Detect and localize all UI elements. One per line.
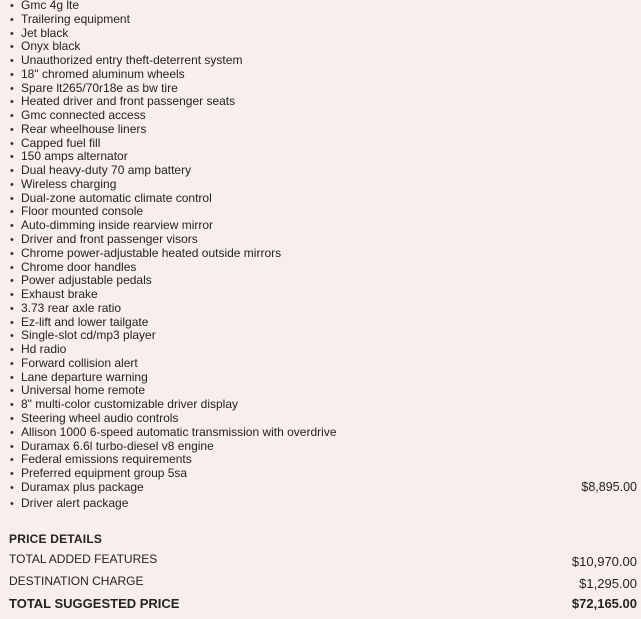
total-added-features-row [9,552,637,574]
bullet-icon: • [10,357,14,370]
feature-item [10,150,637,164]
bullet-icon: • [10,412,14,425]
bullet-icon: • [10,440,14,453]
feature-item [10,219,637,233]
feature-label: Ez-lift and lower tailgate [21,314,149,329]
feature-item [10,274,637,288]
feature-price: $8,895.00 [581,479,637,494]
feature-label: Dual-zone automatic climate control [21,190,212,205]
feature-label: Onyx black [21,39,81,54]
feature-label: Unauthorized entry theft-deterrent system [21,53,243,68]
feature-item [10,40,637,54]
bullet-icon: • [10,234,14,247]
bullet-icon: • [10,137,14,150]
bullet-icon: • [10,165,14,178]
bullet-icon: • [10,82,14,95]
feature-item [10,316,637,330]
feature-label: Exhaust brake [21,287,98,302]
feature-label: Steering wheel audio controls [21,410,179,425]
feature-label: Federal emissions requirements [21,452,192,467]
feature-item [10,205,637,219]
feature-label: Allison 1000 6-speed automatic transmission with overdrive [21,424,337,439]
feature-item [10,82,637,96]
feature-label: Gmc 4g lte [21,0,80,12]
total-suggested-price-row [9,597,637,619]
feature-item [10,192,637,206]
feature-label: Auto-dimming inside rearview mirror [21,218,214,233]
feature-item [10,329,637,343]
feature-item [10,261,637,275]
destination-charge-label: DESTINATION CHARGE [9,574,144,588]
feature-label: Lane departure warning [21,369,148,384]
feature-item [10,481,637,495]
bullet-icon: • [10,481,14,494]
destination-charge-amount: $1,295.00 [579,576,637,591]
bullet-icon: • [10,371,14,384]
feature-item [10,27,637,41]
bullet-icon: • [10,13,14,26]
feature-label: Dual heavy-duty 70 amp battery [21,163,192,178]
feature-item [10,453,637,467]
bullet-icon: • [10,68,14,81]
feature-label: 150 amps alternator [21,149,128,164]
feature-label: Chrome door handles [21,259,137,274]
feature-label: Trailering equipment [21,11,130,26]
feature-item [10,384,637,398]
total-added-features-amount: $10,970.00 [571,554,637,569]
bullet-icon: • [10,123,14,136]
feature-label: Heated driver and front passenger seats [21,94,236,109]
feature-label: Forward collision alert [21,355,138,370]
bullet-icon: • [10,110,14,123]
bullet-icon: • [10,96,14,109]
feature-label: 18" chromed aluminum wheels [21,66,185,81]
feature-label: 8" multi-color customizable driver display [21,397,239,412]
feature-item [10,233,637,247]
feature-label: Universal home remote [21,383,146,398]
feature-item [10,302,637,316]
feature-item [10,288,637,302]
feature-label: Driver and front passenger visors [21,232,198,247]
bullet-icon: • [10,454,14,467]
feature-item [10,178,637,192]
feature-item [10,343,637,357]
feature-item [10,54,637,68]
bullet-icon: • [10,302,14,315]
bullet-icon: • [10,151,14,164]
bullet-icon: • [10,192,14,205]
destination-charge-row [9,574,637,596]
bullet-icon: • [10,344,14,357]
feature-item [10,95,637,109]
features-list [10,0,637,510]
bullet-icon: • [10,27,14,40]
feature-item [10,109,637,123]
feature-item [10,412,637,426]
bullet-icon: • [10,55,14,68]
feature-item [10,426,637,440]
feature-label: 3.73 rear axle ratio [21,300,122,315]
bullet-icon: • [10,0,14,12]
feature-label: Gmc connected access [21,108,146,123]
feature-label: Duramax plus package [21,479,144,494]
total-suggested-price-amount: $72,165.00 [571,596,637,611]
bullet-icon: • [10,316,14,329]
feature-item [10,467,637,481]
feature-label: Single-slot cd/mp3 player [21,328,156,343]
feature-item [10,247,637,261]
total-suggested-price-label: TOTAL SUGGESTED PRICE [9,596,180,611]
bullet-icon: • [10,330,14,343]
feature-label: Chrome power-adjustable heated outside mirrors [21,245,282,260]
feature-label: Floor mounted console [21,204,144,219]
feature-item [10,68,637,82]
price-details-heading: PRICE DETAILS [9,532,103,546]
feature-label: Wireless charging [21,176,117,191]
bullet-icon: • [10,247,14,260]
bullet-icon: • [10,289,14,302]
feature-label: Hd radio [21,342,67,357]
feature-label: Jet black [21,25,69,40]
bullet-icon: • [10,385,14,398]
bullet-icon: • [10,261,14,274]
total-added-features-label: TOTAL ADDED FEATURES [9,552,158,566]
feature-item [10,440,637,454]
feature-label: Driver alert package [21,495,129,510]
bullet-icon: • [10,220,14,233]
feature-label: Duramax 6.6l turbo-diesel v8 engine [21,438,214,453]
price-details [9,532,637,619]
feature-label: Power adjustable pedals [21,273,152,288]
bullet-icon: • [10,178,14,191]
bullet-icon: • [10,206,14,219]
feature-item [10,123,637,137]
bullet-icon: • [10,426,14,439]
bullet-icon: • [10,275,14,288]
feature-label: Rear wheelhouse liners [21,121,147,136]
feature-item [10,371,637,385]
feature-label: Preferred equipment group 5sa [21,466,188,481]
feature-item [10,13,637,27]
bullet-icon: • [10,497,14,510]
feature-label: Spare lt265/70r18e as bw tire [21,80,178,95]
feature-item [10,137,637,151]
feature-item [10,164,637,178]
bullet-icon: • [10,468,14,481]
feature-item [10,398,637,412]
feature-item [10,497,637,511]
feature-label: Capped fuel fill [21,135,101,150]
bullet-icon: • [10,399,14,412]
bullet-icon: • [10,41,14,54]
feature-item [10,357,637,371]
